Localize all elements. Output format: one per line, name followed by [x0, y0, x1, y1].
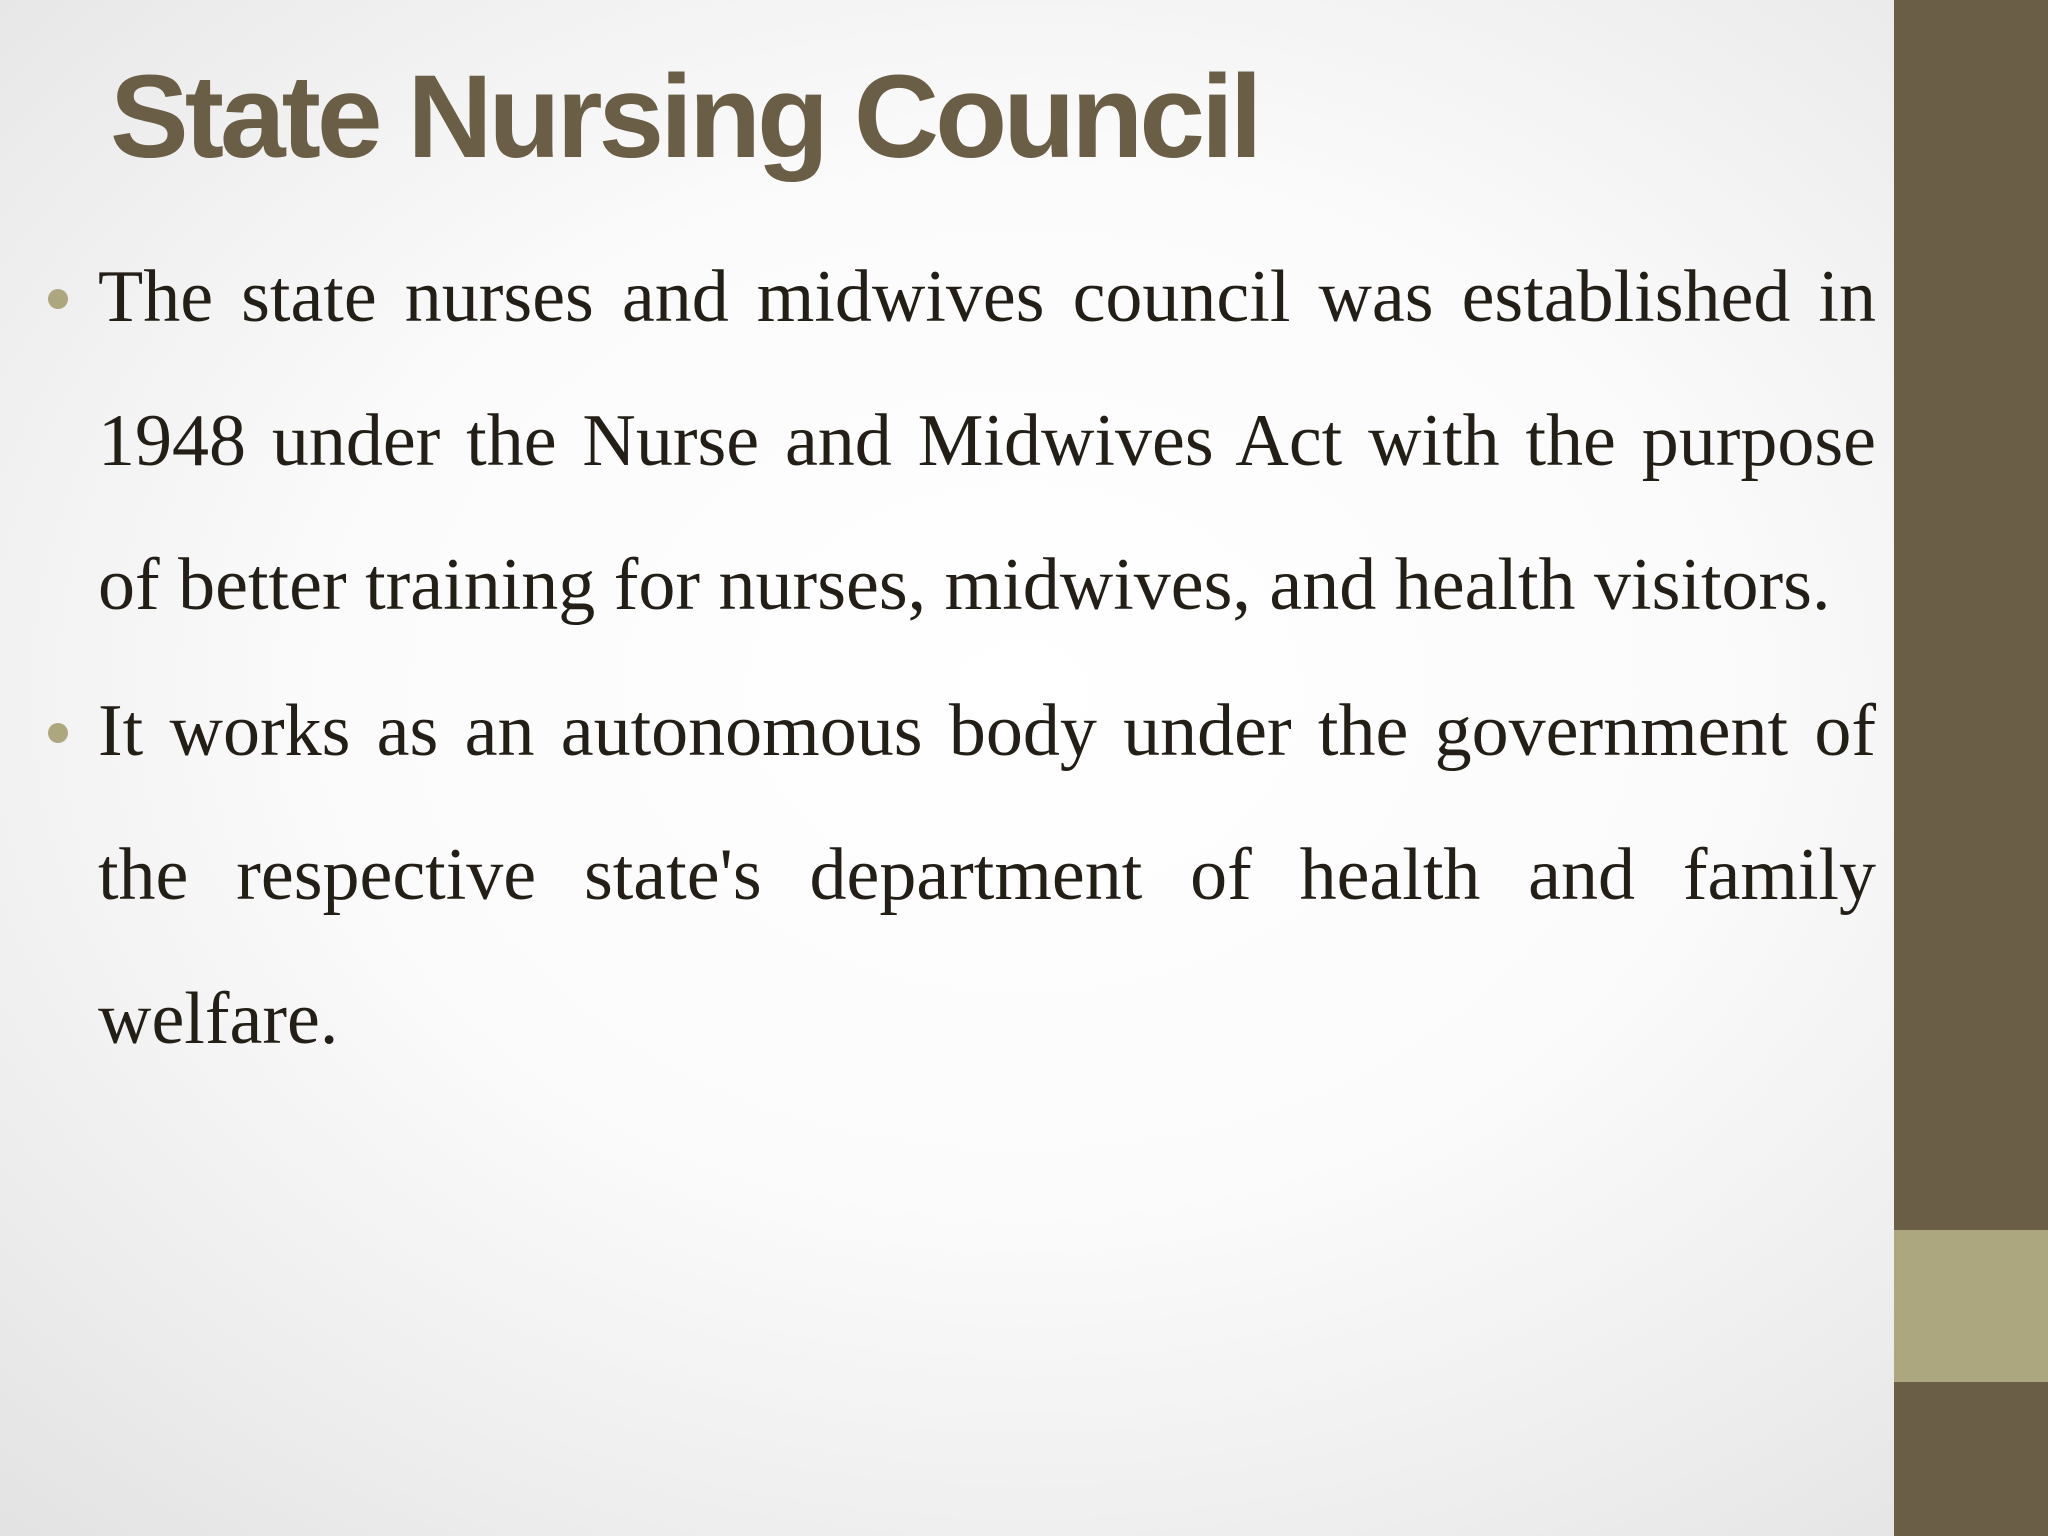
bullet-item — [40, 225, 1876, 657]
bullet-text: It works as an autonomous body under the government of the respective state's department of health and family welfare. — [98, 690, 1876, 1060]
bullet-text: The state nurses and midwives council was established in 1948 under the Nurse and Midwives Act with the purpose of better training for nurses, midwives, and health visitors. — [98, 256, 1876, 626]
bullet-marker — [48, 289, 68, 309]
bullet-marker — [48, 723, 68, 743]
bullet-list — [40, 225, 1876, 1091]
slide-title: State Nursing Council — [110, 51, 1259, 183]
bullet-item — [40, 659, 1876, 1091]
decorative-side-accent — [1894, 1230, 2048, 1382]
